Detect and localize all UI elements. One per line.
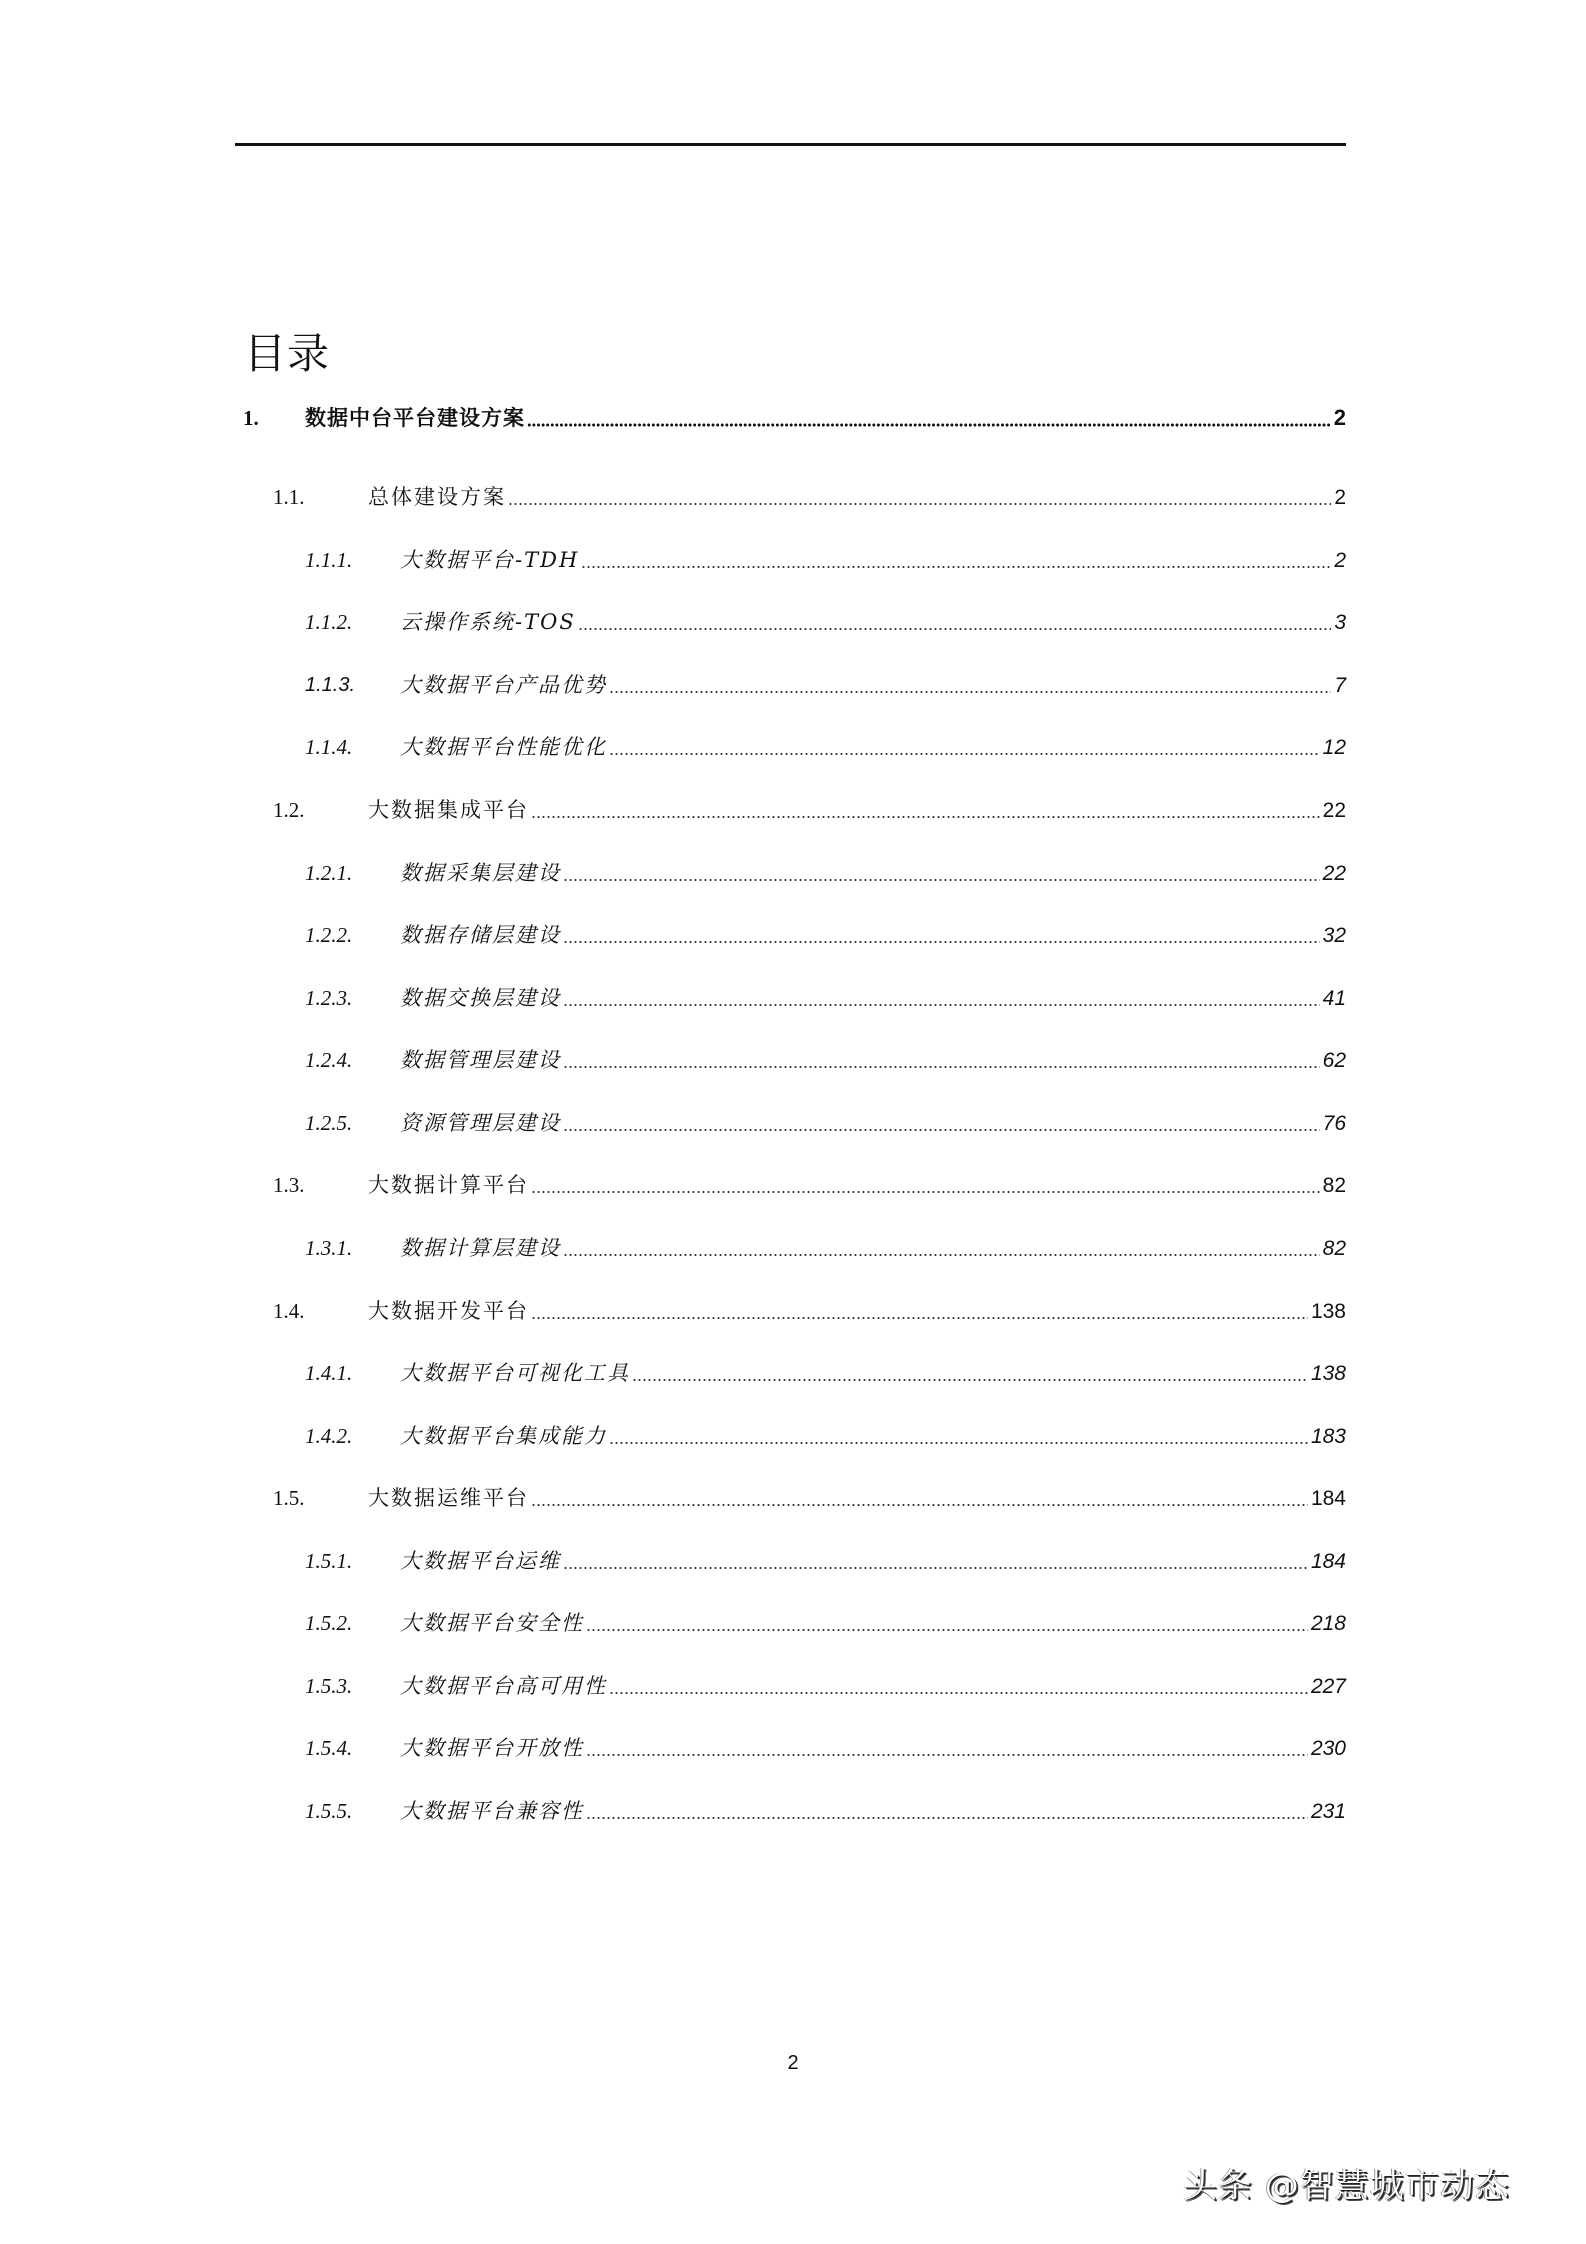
- toc-entry-label: 大数据平台兼容性: [400, 1799, 584, 1823]
- toc-entry-page: 12: [1322, 736, 1346, 759]
- toc-entry-label: 大数据平台产品优势: [400, 673, 607, 697]
- toc-entry-number: 1.1.1.: [305, 548, 353, 572]
- toc-entry-number: 1.1.2.: [305, 610, 353, 634]
- toc-entry-number: 1.1.: [273, 485, 305, 509]
- toc-entry-number: 1.2.1.: [305, 861, 353, 885]
- toc-entry-page: 3: [1334, 611, 1346, 634]
- toc-entry-number: 1.2.4.: [305, 1048, 353, 1072]
- toc-entry-number: 1.5.3.: [305, 1674, 353, 1698]
- toc-entry-1-5-5[interactable]: [0, 1791, 1586, 1831]
- dot-leader: [531, 1190, 1320, 1194]
- dot-leader: [563, 940, 1320, 944]
- toc-entry-number: 1.4.1.: [305, 1361, 353, 1385]
- dot-leader: [609, 690, 1331, 694]
- toc-entry-page: 2: [1334, 549, 1346, 572]
- dot-leader: [578, 627, 1332, 631]
- toc-entry-1-5-4[interactable]: [0, 1728, 1586, 1768]
- toc-entry-label: 大数据开发平台: [368, 1299, 529, 1323]
- dot-leader: [563, 1128, 1320, 1132]
- toc-entry-page: 22: [1322, 799, 1346, 822]
- toc-entry-label: 大数据计算平台: [368, 1173, 529, 1197]
- toc-entry-number: 1.5.1.: [305, 1549, 353, 1573]
- dot-leader: [586, 1628, 1308, 1632]
- dot-leader: [563, 1566, 1308, 1570]
- toc-entry-number: 1.4.: [273, 1299, 305, 1323]
- toc-entry-1-5-1[interactable]: [0, 1541, 1586, 1581]
- toc-entry-number: 1.1.4.: [305, 735, 353, 759]
- toc-entry-label: 数据存储层建设: [400, 923, 561, 947]
- toc-entry-label: 大数据运维平台: [368, 1486, 529, 1510]
- dot-leader: [531, 1316, 1308, 1320]
- watermark: 头条 @智慧城市动态: [1183, 2166, 1510, 2206]
- toc-entry-label: 大数据平台安全性: [400, 1611, 584, 1635]
- toc-entry-1-4-1[interactable]: [0, 1353, 1586, 1393]
- toc-entry-page: 82: [1322, 1174, 1346, 1197]
- toc-entry-page: 7: [1334, 674, 1346, 697]
- toc-entry-label: 数据计算层建设: [400, 1236, 561, 1260]
- toc-entry-number: 1.1.3.: [305, 674, 356, 696]
- toc-entry-1-2-2[interactable]: [0, 915, 1586, 955]
- dot-leader: [609, 1691, 1308, 1695]
- toc-entry-page: 82: [1322, 1237, 1346, 1260]
- dot-leader: [581, 565, 1331, 569]
- toc-entry-page: 230: [1310, 1737, 1346, 1760]
- toc-entry-page: 184: [1310, 1550, 1346, 1573]
- toc-entry-number: 1.5.2.: [305, 1611, 353, 1635]
- toc-entry-number: 1.2.: [273, 798, 305, 822]
- toc-entry-1-1-1[interactable]: [0, 540, 1586, 580]
- dot-leader: [632, 1378, 1308, 1382]
- toc-entry-number: 1.2.5.: [305, 1111, 353, 1135]
- dot-leader: [563, 878, 1320, 882]
- toc-entry-number: 1.5.5.: [305, 1799, 353, 1823]
- toc-title: 目录: [244, 329, 331, 379]
- toc-entry-label: 数据采集层建设: [400, 861, 561, 885]
- toc-entry-page: 2: [1334, 486, 1346, 509]
- toc-entry-page: 227: [1310, 1675, 1346, 1698]
- toc-entry-1-4[interactable]: [0, 1291, 1586, 1331]
- dot-leader: [563, 1065, 1320, 1069]
- toc-entry-1-1-2[interactable]: [0, 602, 1586, 642]
- toc-entry-page: 138: [1310, 1362, 1346, 1385]
- dot-leader: [531, 815, 1320, 819]
- toc-entry-page: 32: [1322, 924, 1346, 947]
- toc-entry-label: 数据中台平台建设方案: [305, 405, 525, 430]
- toc-entry-number: 1.2.3.: [305, 986, 353, 1010]
- toc-entry-number: 1.3.: [273, 1173, 305, 1197]
- toc-entry-label: 资源管理层建设: [400, 1111, 561, 1135]
- toc-entry-1-5[interactable]: [0, 1478, 1586, 1518]
- toc-entry-1-2-5[interactable]: [0, 1103, 1586, 1143]
- toc-entry-1-1[interactable]: [0, 477, 1586, 517]
- toc-entry-label: 大数据平台运维: [400, 1549, 561, 1573]
- toc-entry-1-3[interactable]: [0, 1165, 1586, 1205]
- toc-entry-1-2[interactable]: [0, 790, 1586, 830]
- toc-entry-page: 41: [1322, 987, 1346, 1010]
- toc-entry-label: 总体建设方案: [368, 485, 506, 509]
- toc-entry-1-2-3[interactable]: [0, 978, 1586, 1018]
- dot-leader: [531, 1503, 1308, 1507]
- page-number: 2: [787, 2052, 799, 2074]
- toc-entry-page: 218: [1310, 1612, 1346, 1635]
- dot-leader: [508, 502, 1331, 506]
- dot-leader: [586, 1753, 1308, 1757]
- toc-entry-1-5-3[interactable]: [0, 1666, 1586, 1706]
- toc-entry-1-5-2[interactable]: [0, 1603, 1586, 1643]
- toc-entry-label: 大数据平台高可用性: [400, 1674, 607, 1698]
- toc-entry-number: 1.5.: [273, 1486, 305, 1510]
- dot-leader: [609, 752, 1320, 756]
- toc-entry-label: 云操作系统-TOS: [400, 610, 576, 634]
- toc-entry-label: 大数据平台性能优化: [400, 735, 607, 759]
- toc-entry-label: 数据管理层建设: [400, 1048, 561, 1072]
- toc-entry-1-2-4[interactable]: [0, 1040, 1586, 1080]
- toc-entry-label: 数据交换层建设: [400, 986, 561, 1010]
- toc-entry-1-4-2[interactable]: [0, 1416, 1586, 1456]
- dot-leader: [609, 1441, 1308, 1445]
- toc-entry-number: 1.4.2.: [305, 1424, 353, 1448]
- toc-entry-1-2-1[interactable]: [0, 853, 1586, 893]
- toc-entry-number: 1.2.2.: [305, 923, 353, 947]
- toc-entry-1-1-3[interactable]: [0, 665, 1586, 705]
- toc-entry-page: 62: [1322, 1049, 1346, 1072]
- dot-leader: [563, 1253, 1320, 1257]
- toc-entry-1[interactable]: [0, 398, 1586, 438]
- toc-entry-page: 183: [1310, 1425, 1346, 1448]
- toc-entry-number: 1.3.1.: [305, 1236, 353, 1260]
- toc-entry-label: 大数据平台开放性: [400, 1736, 584, 1760]
- toc-entry-page: 2: [1333, 405, 1346, 430]
- toc-entry-number: 1.: [243, 406, 259, 430]
- toc-entry-page: 22: [1322, 862, 1346, 885]
- toc-entry-label: 大数据平台可视化工具: [400, 1361, 630, 1385]
- dot-leader: [527, 423, 1331, 427]
- dot-leader: [586, 1816, 1308, 1820]
- toc-entry-1-1-4[interactable]: [0, 727, 1586, 767]
- toc-entry-page: 231: [1310, 1800, 1346, 1823]
- toc-entry-1-3-1[interactable]: [0, 1228, 1586, 1268]
- toc-entry-page: 184: [1310, 1487, 1346, 1510]
- toc-entry-label: 大数据平台集成能力: [400, 1424, 607, 1448]
- toc-entry-page: 76: [1322, 1112, 1346, 1135]
- toc-entry-label: 大数据集成平台: [368, 798, 529, 822]
- toc-entry-page: 138: [1310, 1300, 1346, 1323]
- dot-leader: [563, 1003, 1320, 1007]
- toc-entry-label: 大数据平台-TDH: [400, 548, 580, 572]
- toc-entry-number: 1.5.4.: [305, 1736, 353, 1760]
